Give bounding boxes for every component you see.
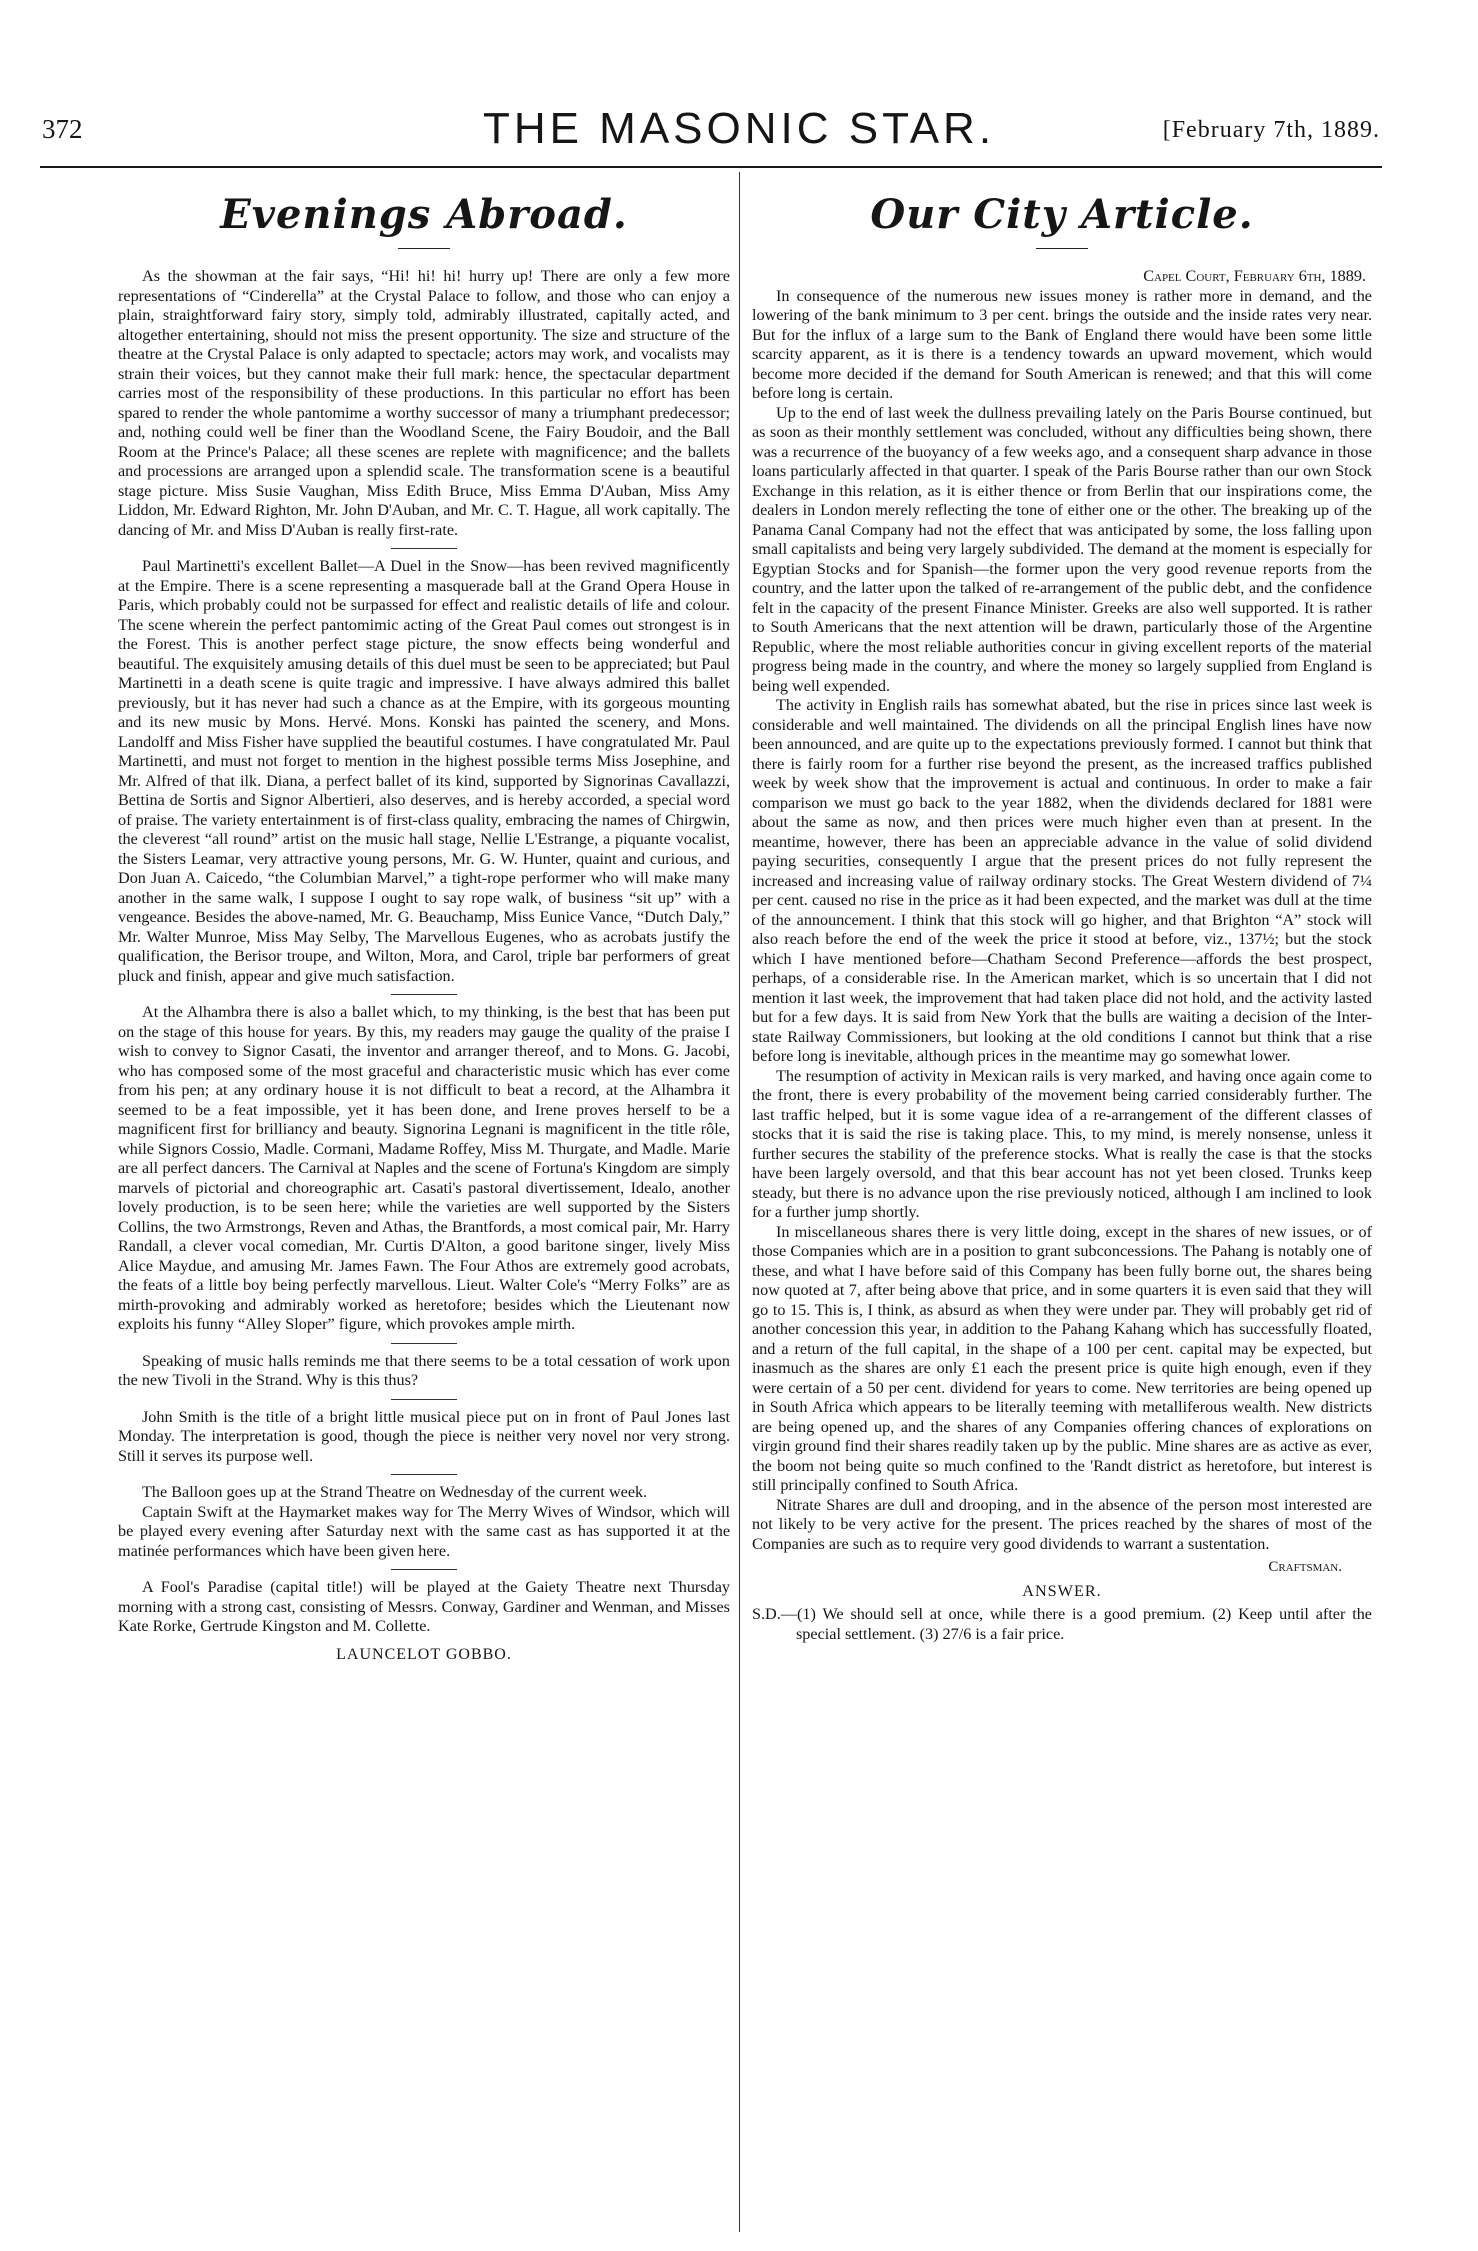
section-break	[391, 1474, 457, 1475]
signature: Craftsman.	[1268, 1559, 1342, 1575]
right-column	[752, 186, 1372, 1644]
paragraph: At the Alhambra there is also a ballet which, to my thinking, is the best that has been put on the stage of this house for years. By this, my readers may gauge the quality of the praise I wish to convey to Signor Casati, the inventor and arranger thereof, and to Mons. G. Jacobi, who has composed some of the most graceful and characteristic music which has ever come from his pen; at any ordinary house it is not difficult to beat a record, at the Alhambra it seemed to be a feat impossible, yet it has been done, and Irene proves herself to be a magnificent first for brilliancy and beauty. Signorina Legnani is magnificent in the title rôle, while Signors Cossio, Madle. Cormani, Madame Roffey, Miss M. Thurgate, and Madle. Marie are all perfect dancers. The Carnival at Naples and the scene of Fortuna's Kingdom are simply marvels of pictorial and choreographic art. Casati's pastoral divertissement, Idealo, another lovely production, is to be seen here; while the varieties are well supported by the Sisters Collins, the two Armstrongs, Reven and Athas, the Brantfords, a most comical pair, Mr. Harry Randall, a clever vocal comedian, Mr. Curtis D'Alton, a good baritone singer, lively Miss Alice Maydue, and amusing Mr. James Fawn. The Four Athos are extremely good acrobats, the feats of a little boy being perfectly marvellous. Lieut. Walter Cole's “Merry Folks” are as mirth-provoking and admirably worked as heretofore; besides which the Lieutenant now exploits his funny “Alley Sloper” figure, which provokes ample mirth.	[118, 1003, 730, 1333]
paragraph: As the showman at the fair says, “Hi! hi! hi! hurry up! There are only a few more representations of “Cinderella” at the Crystal Palace to follow, and those who can enjoy a plain, straightforward fairy story, simply told, admirably illustrated, capitally acted, and altogether entertaining, should not miss the present opportunity. The size and structure of the theatre at the Crystal Palace is only adapted to spectacle; actors may work, and vocalists may strain their voices, but they cannot make their full mark: hence, the spectacular department carries most of the responsibility of these productions. In this particular no effort has been spared to render the whole pantomime a worthy successor of many a triumphant predecessor; and, nothing could well be finer than the Woodland Scene, the Fairy Boudoir, and the Ball Room at the Prince's Palace; all these scenes are replete with magnificence; and the ballets and processions are arranged upon a splendid scale. The transformation scene is a beautiful stage picture. Miss Susie Vaughan, Miss Edith Bruce, Miss Emma D'Auban, Miss Amy Liddon, Mr. Edward Righton, Mr. John D'Auban, and Mr. C. T. Hague, all work capitally. The dancing of Mr. and Miss D'Auban is really first-rate.	[118, 267, 730, 539]
paragraph: The Balloon goes up at the Strand Theatre on Wednesday of the current week.	[142, 1483, 648, 1501]
paragraph: Up to the end of last week the dullness prevailing lately on the Paris Bourse continued, but as soon as their monthly settlement was concluded, without any difficulties being shown, there was a recurrence of the buoyancy of a few weeks ago, and a consequent sharp advance in those loans particularly affected in that quarter. I speak of the Paris Bourse rather than our own Stock Exchange in this relation, as it is either thence or from Berlin that our inspirations come, the dealers in London merely reflecting the tone of either one or the other. The breaking up of the Panama Canal Company had not the effect that was anticipated by some, the loss falling upon small capitalists and being very largely subdivided. The demand at the moment is especially for Egyptian Stocks and for Spanish—the former upon the very good revenue reports from the country, and the latter upon the talked of re-arrangement of the public debt, and the confidence felt in the capacity of the present Finance Minister. Greeks are also well supported. It is rather to South Americans that the next attention will be drawn, particularly those of the Argentine Republic, where the most reliable authorities concur in giving excellent reports of the material progress being made in the country, and where the money so largely supplied from England is being well expended.	[752, 403, 1372, 695]
page-number: 372	[42, 114, 83, 144]
section-break	[391, 1569, 457, 1570]
section-break	[391, 1343, 457, 1344]
paragraph: The activity in English rails has somewhat abated, but the rise in prices since last week is considerable and well maintained. The dividends on all the principal English lines have now been announced, and are quite up to the expectations previously formed. I cannot but think that there is fairly room for a further rise beyond the present, as the increased traffics published week by week show that the improvement is actual and continuous. In order to make a fair comparison we must go back to the year 1882, when the dividends declared for 1881 were about the same as now, and then prices were much higher even than at present. In the meantime, however, there has been an appreciable advance in the value of solid dividend paying securities, consequently I argue that the present prices do not fully represent the increased and increasing value of railway ordinary stocks. The Great Western dividend of 7¼ per cent. caused no rise in the price as it had been expected, and the market was dull at the time of the announcement. I think that this stock will go higher, and that Brighton “A” stock will also reach before the end of the week the price it stood at before, viz., 137½; but the stock which I have mentioned before—Chatham Second Preference—affords the best prospect, perhaps, of a considerable rise. In the American market, which is so uncertain that I did not mention it last week, the improvement that had taken place did not hold, and the activity lasted but for a few days. It is said from New York that the bulls are waiting a decision of the Inter-state Railway Commissioners, but looking at the old conditions I cannot but think that a rise before long is inevitable, although prices in the meantime may go somewhat lower.	[752, 696, 1372, 1065]
left-column	[118, 186, 730, 1664]
paragraph: Nitrate Shares are dull and drooping, and in the absence of the person most interested are not likely to be very active for the present. The prices reached by the shares of most of the Companies are such as to require very good dividends to warrant a sustentation.	[752, 1495, 1372, 1553]
section-break	[391, 548, 457, 549]
paragraph: Paul Martinetti's excellent Ballet—A Duel in the Snow—has been revived magnificently at the Empire. There is a scene representing a masquerade ball at the Grand Opera House in Paris, which probably could not be surpassed for effect and realistic details of life and colour. The scene wherein the perfect pantomimic acting of the Great Paul comes out strongest is in the Forest. This is another perfect stage picture, the snow effects being wonderful and beautiful. The exquisitely amusing details of this duel must be seen to be appreciated; but Paul Martinetti in a death scene is quite tragic and impressive. I have always admired this ballet previously, but it has never had such a chance as at the Empire, with its gorgeous mounting and its new music by Mons. Hervé. Mons. Konski has painted the scenery, and Mons. Landolff and Miss Fisher have supplied the beautiful costumes. I have congratulated Mr. Paul Martinetti, and must not forget to mention in the highest possible terms Miss Josephine, and Mr. Alfred of that ilk. Diana, a perfect ballet of its kind, supported by Signorinas Cavallazzi, Bettina de Sortis and Signor Albertieri, also deserves, and is hereby accorded, a special word of praise. The variety entertainment is of first-class quality, embracing the names of Chirgwin, the cleverest “all round” artist on the music hall stage, Nellie L'Estrange, a piquante vocalist, the Sisters Leamar, very attractive young persons, Mr. G. W. Hunter, quaint and curious, and Don Juan A. Caicedo, “the Columbian Marvel,” a tight-rope performer who will make many another in the same walk, I suppose I ought to say rope walk, of business “sit up” with a vengeance. Besides the above-named, Mr. G. Beauchamp, Miss Eunice Vance, “Dutch Daly,” Mr. Walter Munroe, Miss May Selby, The Marvellous Eugenes, who as acrobats justify the qualification, the Berisor troupe, and Wilton, Mora, and Carol, triple bar performers of great pluck and finish, appear and give much satisfaction.	[118, 557, 730, 985]
left-column-title: Evenings Abroad.	[220, 191, 628, 238]
title-rule	[398, 248, 450, 249]
answer-text	[752, 1605, 1372, 1644]
column-divider	[739, 172, 740, 2232]
page-header	[0, 0, 1478, 180]
header-rule	[40, 166, 1382, 168]
masthead-title: THE MASONIC STAR.	[482, 104, 996, 153]
author-signoff: LAUNCELOT GOBBO.	[336, 1645, 512, 1663]
right-column-title: Our City Article.	[870, 191, 1254, 238]
section-break	[391, 1399, 457, 1400]
section-break	[391, 994, 457, 995]
paragraph: The resumption of activity in Mexican rails is very marked, and having once again come to the front, there is every probability of the movement being carried considerably further. The last traffic helped, but it is some vague idea of a re-arrangement of the different classes of stocks that it is said the rise is taking place. This, to my mind, is merely nonsense, unless it further secures the stability of the preference stocks. What is really the case is that the stocks have been largely oversold, and that this bear account has not yet been closed. Trunks keep steady, but there is no advance upon the rise previously noticed, although I am inclined to look for a further jump shortly.	[752, 1066, 1372, 1221]
issue-date: [February 7th, 1889.	[1162, 117, 1380, 143]
title-rule	[1036, 248, 1088, 249]
paragraph: Speaking of music halls reminds me that there seems to be a total cessation of work upon the new Tivoli in the Strand. Why is this thus?	[118, 1351, 730, 1389]
paragraph: Captain Swift at the Haymarket makes way for The Merry Wives of Windsor, which will be played every evening after Saturday next with the same cast as has supported it at the matinée performances which have been given here.	[118, 1502, 730, 1560]
answer-content: (1) We should sell at once, while there is a good premium. (2) Keep until after the special settlement. (3) 27/6 is a fair price.	[796, 1605, 1372, 1643]
paragraph: A Fool's Paradise (capital title!) will be played at the Gaiety Theatre next Thursday morning with a strong cast, consisting of Messrs. Conway, Gardiner and Wenman, and Misses Kate Rorke, Gertrude Kingston and M. Collette.	[118, 1578, 730, 1635]
paragraph: In miscellaneous shares there is very little doing, except in the shares of new issues, or of those Companies which are in a position to grant subconcessions. The Pahang is notably one of these, and what I have before said of this Company has been fully borne out, the shares being now quoted at 7, after being above that price, and in some quarters it is even said that they will go to 15. This is, I think, as absurd as when they were under par. They will probably get rid of another concession this year, in addition to the Pahang Kahang which has successfully floated, and a return of the full capital, in the shape of a 100 per cent. capital may be expected, but inasmuch as the shares are only £1 each the present price is quite high enough, even if they were certain of a 50 per cent. dividend for years to come. New territories are being opened up in South Africa which appears to be literally teeming with metalliferous wealth. New districts are being opened up, and the shares of any Companies offering chances of explorations on virgin ground find their shares readily taken up by the public. Mine shares are as active as ever, the boom not being quite so much confined to the 'Randt district as heretofore, but interest is still principally confined to South Africa.	[752, 1222, 1372, 1494]
dateline: Capel Court, February 6th, 1889.	[1143, 267, 1366, 285]
answer-lead: S.D.—	[752, 1605, 797, 1623]
answer-heading: ANSWER.	[1022, 1581, 1102, 1600]
paragraph: John Smith is the title of a bright little musical piece put on in front of Paul Jones last Monday. The interpretation is good, though the piece is neither very novel nor very strong. Still it serves its purpose well.	[118, 1407, 730, 1465]
paragraph: In consequence of the numerous new issues money is rather more in demand, and the lowering of the bank minimum to 3 per cent. brings the outside and the inside rates very near. But for the influx of a large sum to the Bank of England there would have been some little scarcity apparent, as it is there is a tendency towards an upward movement, which would become more decided if the demand for South American is renewed; and that this will come before long is certain.	[752, 286, 1372, 402]
